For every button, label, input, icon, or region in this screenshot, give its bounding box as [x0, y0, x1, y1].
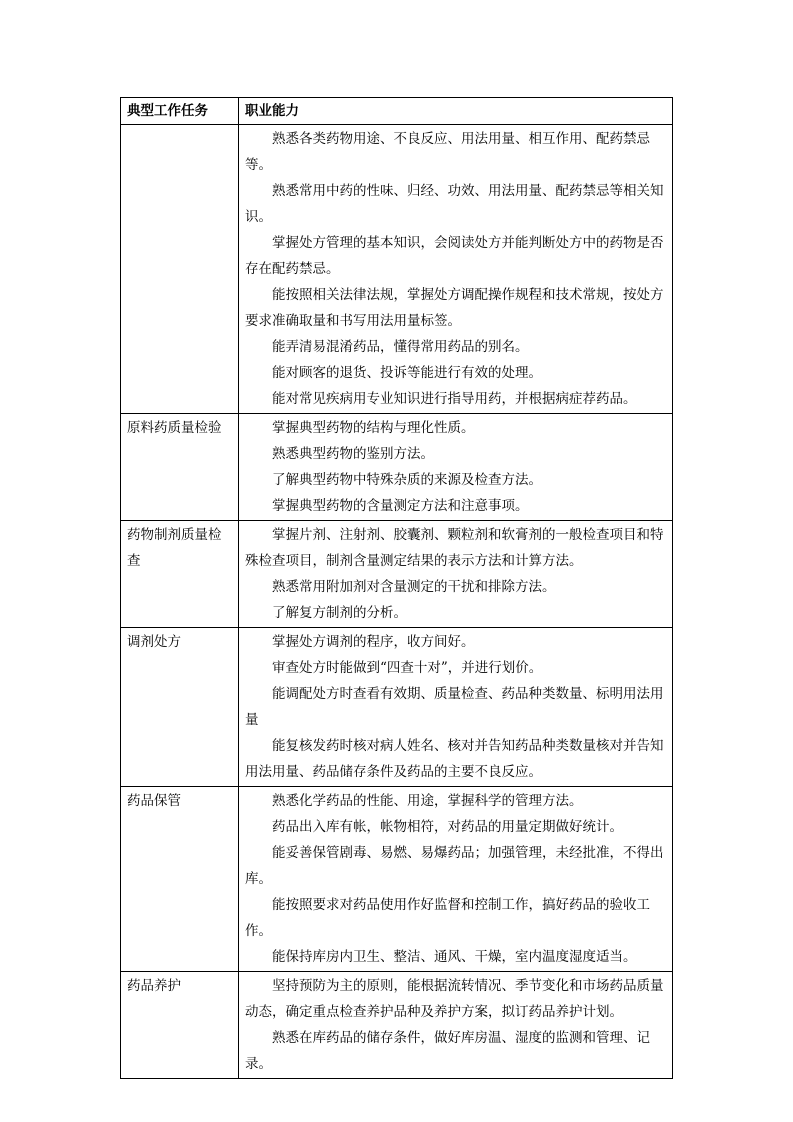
ability-item: 能复核发药时核对病人姓名、核对并告知药品种类数量核对并告知用法用量、药品储存条件及药品的主要不良反应。 [245, 738, 664, 780]
ability-item: 掌握处方调剂的程序，收方间好。 [272, 634, 475, 650]
competency-table [120, 97, 673, 1079]
table-body [121, 125, 673, 1079]
ability-item: 熟悉化学药品的性能、用途，掌握科学的管理方法。 [272, 793, 583, 809]
ability-item: 掌握处方管理的基本知识，会阅读处方并能判断处方中的药物是否存在配药禁忌。 [245, 235, 664, 277]
ability-item: 能妥善保管剧毒、易燃、易爆药品；加强管理，未经批准，不得出库。 [245, 845, 664, 887]
ability-cell [239, 521, 673, 628]
table-row [121, 125, 673, 414]
header-task: 典型工作任务 [121, 98, 239, 125]
ability-cell [239, 414, 673, 521]
ability-item: 掌握典型药物的结构与理化性质。 [272, 420, 475, 436]
task-cell: 调剂处方 [121, 628, 239, 787]
ability-item: 熟悉典型药物的鉴别方法。 [272, 446, 434, 462]
ability-item: 药品出入库有帐，帐物相符，对药品的用量定期做好统计。 [272, 819, 623, 835]
ability-item: 能对常见疾病用专业知识进行指导用药，并根据病症荐药品。 [272, 391, 637, 407]
header-row [121, 98, 673, 125]
ability-item: 熟悉常用中药的性味、归经、功效、用法用量、配药禁忌等相关知识。 [245, 183, 664, 225]
task-cell: 原料药质量检验 [121, 414, 239, 521]
table-row [121, 414, 673, 521]
header-ability: 职业能力 [239, 98, 673, 125]
ability-cell [239, 628, 673, 787]
ability-cell [239, 125, 673, 414]
ability-item: 审查处方时能做到“四查十对”，并进行划价。 [272, 660, 543, 676]
ability-item: 能对顾客的退货、投诉等能进行有效的处理。 [272, 365, 542, 381]
ability-item: 掌握典型药物的含量测定方法和注意事项。 [272, 498, 529, 514]
ability-item: 掌握片剂、注射剂、胶囊剂、颗粒剂和软膏剂的一般检查项目和特殊检查项目，制剂含量测定结果的表示方法和计算方法。 [245, 527, 664, 569]
ability-item: 了解典型药物中特殊杂质的来源及检查方法。 [272, 472, 542, 488]
ability-item: 坚持预防为主的原则，能根据流转情况、季节变化和市场药品质量动态，确定重点检查养护品种及养护方案，拟订药品养护计划。 [245, 978, 664, 1020]
ability-cell [239, 787, 673, 972]
task-cell: 药物制剂质量检查 [121, 521, 239, 628]
ability-item: 熟悉各类药物用途、不良反应、用法用量、相互作用、配药禁忌等。 [245, 131, 650, 173]
ability-item: 了解复方制剂的分析。 [272, 605, 407, 621]
table-row [121, 972, 673, 1079]
ability-item: 熟悉常用附加剂对含量测定的干扰和排除方法。 [272, 579, 556, 595]
table-row [121, 628, 673, 787]
task-cell [121, 125, 239, 414]
ability-item: 能按照要求对药品使用作好监督和控制工作，搞好药品的验收工作。 [245, 897, 650, 939]
ability-cell [239, 972, 673, 1079]
table-row [121, 787, 673, 972]
ability-item: 能按照相关法律法规，掌握处方调配操作规程和技术常规，按处方要求准确取量和书写用法用量标签。 [245, 287, 664, 329]
ability-item: 能保持库房内卫生、整洁、通风、干燥，室内温度湿度适当。 [272, 949, 637, 965]
task-cell: 药品养护 [121, 972, 239, 1079]
ability-item: 熟悉在库药品的储存条件，做好库房温、湿度的监测和管理、记录。 [245, 1030, 650, 1072]
ability-item: 能调配处方时查看有效期、质量检查、药品种类数量、标明用法用量 [245, 686, 664, 728]
task-cell: 药品保管 [121, 787, 239, 972]
table-row [121, 521, 673, 628]
ability-item: 能弄清易混淆药品，懂得常用药品的别名。 [272, 339, 529, 355]
